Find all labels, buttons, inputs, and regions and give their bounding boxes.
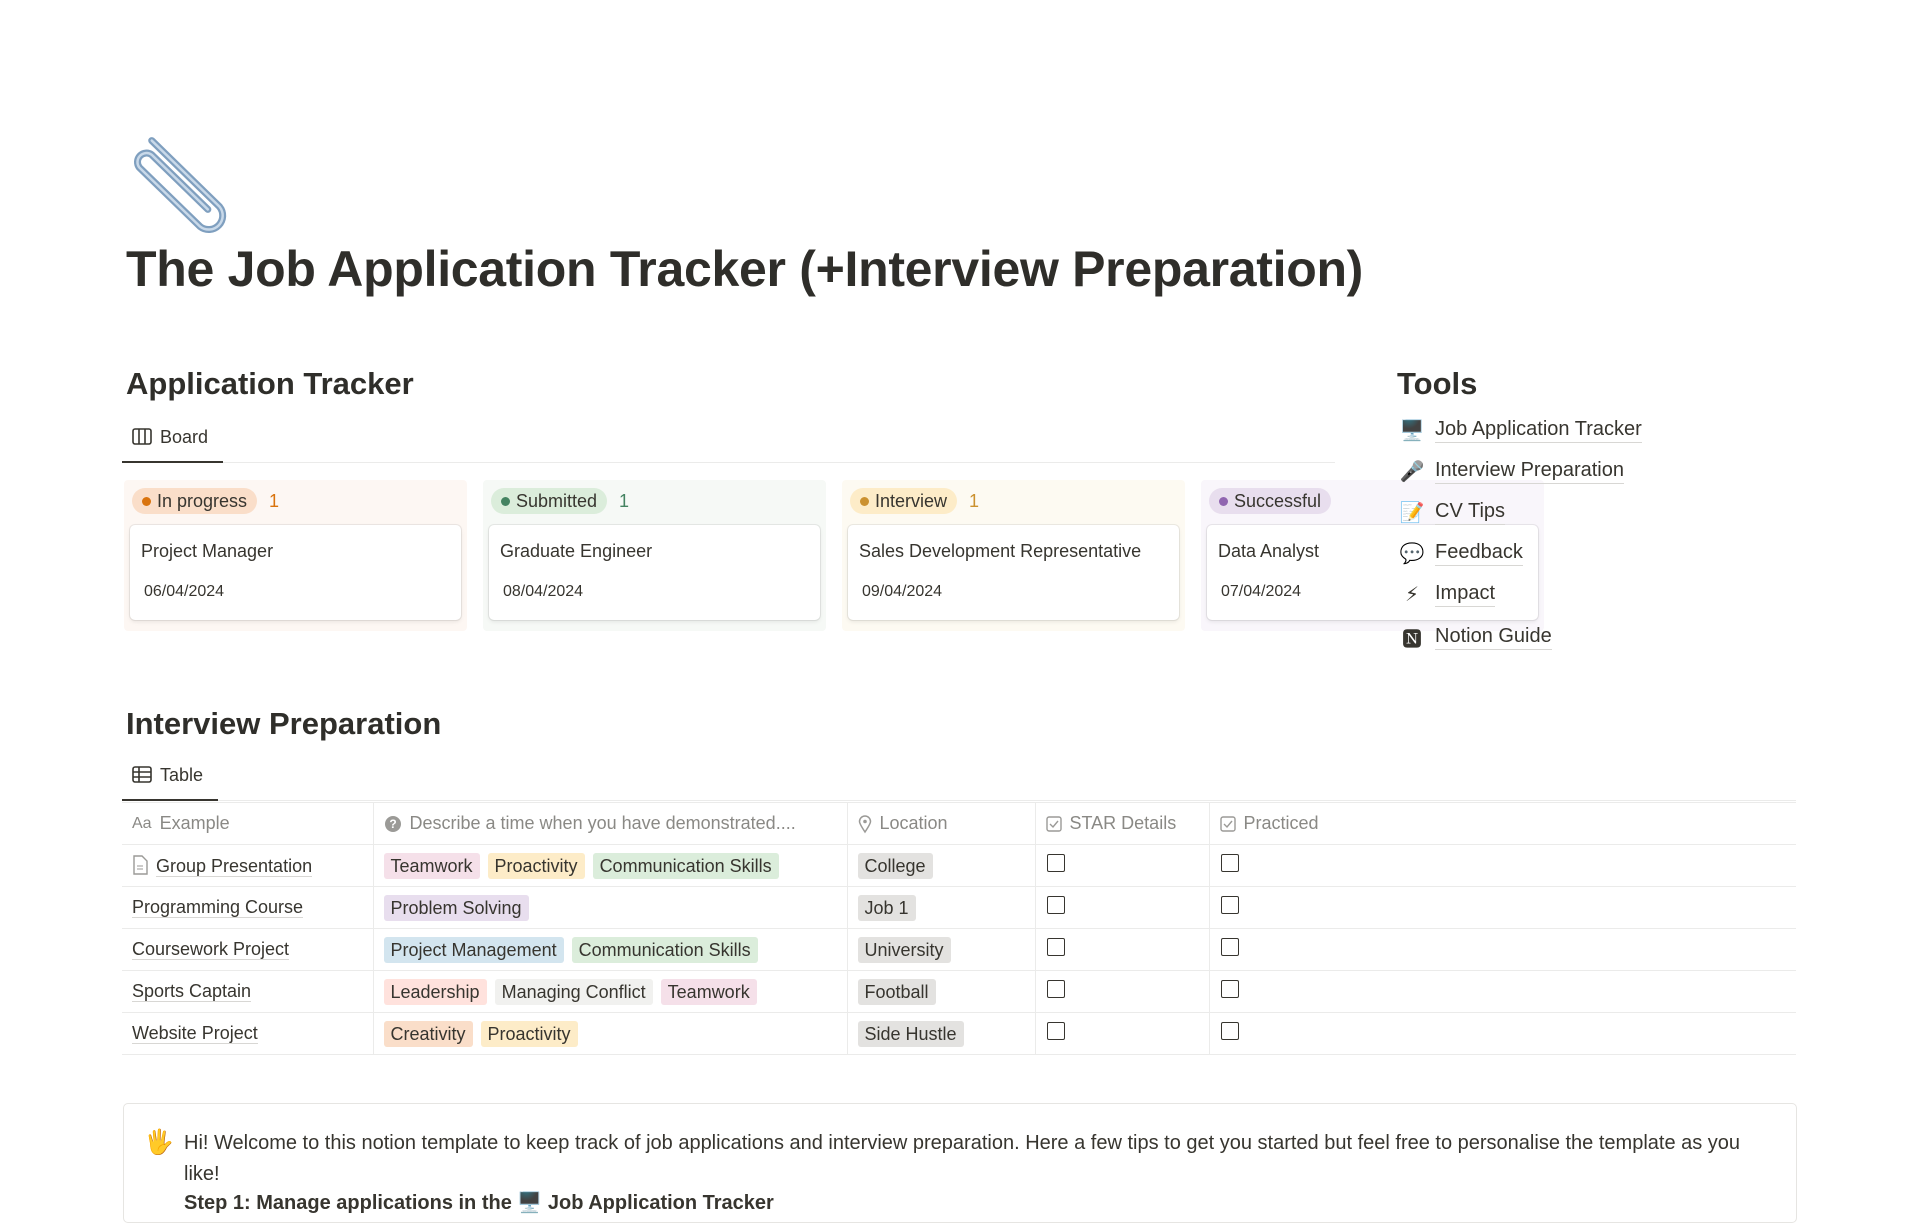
location-tag: Job 1 <box>858 895 916 921</box>
practiced-checkbox[interactable] <box>1221 896 1239 914</box>
skill-tag: Creativity <box>384 1021 473 1047</box>
tab-label: Table <box>160 764 204 785</box>
example-name[interactable]: Group Presentation <box>156 855 313 876</box>
svg-text:?: ? <box>388 816 397 831</box>
board-card[interactable] <box>848 525 1179 620</box>
page-icon <box>132 855 148 875</box>
text-property-icon: Aa <box>132 814 152 832</box>
column-header-location[interactable]: Location <box>847 803 1035 845</box>
skill-tag: Proactivity <box>481 1021 578 1047</box>
table-header <box>122 803 1796 845</box>
practiced-checkbox[interactable] <box>1221 980 1239 998</box>
checkbox-property-icon <box>1220 816 1236 832</box>
card-date: 07/04/2024 <box>1221 583 1302 600</box>
status-badge[interactable]: Successful <box>1209 488 1331 514</box>
location-tag: University <box>858 937 951 963</box>
tool-link[interactable] <box>1399 623 1552 652</box>
column-header-describe[interactable]: ? Describe a time when you have demonstrated.... <box>373 803 847 845</box>
practiced-checkbox[interactable] <box>1221 938 1239 956</box>
status-dot-icon <box>860 497 869 506</box>
star-details-checkbox[interactable] <box>1047 1022 1065 1040</box>
location-tag: College <box>858 853 933 879</box>
status-badge[interactable]: Interview <box>850 488 957 514</box>
tool-emoji-icon: ⚡ <box>1404 584 1420 606</box>
interview-table <box>122 802 1796 1055</box>
example-name[interactable]: Website Project <box>132 1023 258 1043</box>
location-pin-icon <box>858 815 872 833</box>
tool-link[interactable] <box>1399 500 1505 525</box>
board <box>122 480 1335 635</box>
tool-label: Impact <box>1435 582 1495 607</box>
tool-link[interactable] <box>1399 418 1642 443</box>
card-title: Project Manager <box>141 541 274 561</box>
skill-tag: Communication Skills <box>572 937 758 963</box>
callout-text: Hi! Welcome to this notion template to keep track of job applications and interview preparation. Here a few tips to get you started but feel free to personalise the template as you like! <box>184 1132 1741 1185</box>
tool-label: Job Application Tracker <box>1435 418 1642 443</box>
board-column <box>483 480 826 631</box>
location-tag: Side Hustle <box>858 1021 964 1047</box>
welcome-callout <box>123 1103 1797 1223</box>
tool-label: CV Tips <box>1435 500 1505 525</box>
skill-tag: Project Management <box>384 937 564 963</box>
tool-link[interactable] <box>1399 541 1523 566</box>
example-name[interactable]: Programming Course <box>132 897 304 917</box>
tool-emoji-icon: 🖥️ <box>1399 420 1425 442</box>
practiced-checkbox[interactable] <box>1221 1022 1239 1040</box>
table-row[interactable] <box>122 1013 1796 1055</box>
star-details-checkbox[interactable] <box>1047 980 1065 998</box>
card-date: 09/04/2024 <box>862 583 943 600</box>
status-dot-icon <box>1219 497 1228 506</box>
star-details-checkbox[interactable] <box>1047 938 1065 956</box>
question-icon <box>384 815 402 833</box>
raised-hand-icon: 🖐️ <box>144 1129 174 1156</box>
location-tag: Football <box>858 979 936 1005</box>
skill-tag: Teamwork <box>384 853 480 879</box>
card-title: Graduate Engineer <box>500 541 653 561</box>
board-column <box>842 480 1185 631</box>
tool-label: Interview Preparation <box>1435 459 1624 484</box>
table-icon <box>132 766 152 784</box>
table-row[interactable] <box>122 971 1796 1013</box>
tool-label: Feedback <box>1435 541 1523 566</box>
card-title: Sales Development Representative <box>859 541 1142 561</box>
card-date: 08/04/2024 <box>503 583 584 600</box>
column-header-practiced[interactable]: Practiced <box>1209 803 1796 845</box>
table-row[interactable] <box>122 845 1796 887</box>
column-header-star-details[interactable]: STAR Details <box>1035 803 1209 845</box>
status-dot-icon <box>501 497 510 506</box>
skill-tag: Problem Solving <box>384 895 529 921</box>
checkbox-property-icon <box>1046 816 1062 832</box>
tool-emoji-icon: 💬 <box>1399 543 1425 565</box>
board-card[interactable] <box>489 525 820 620</box>
tool-emoji-icon: 📝 <box>1399 502 1425 524</box>
tool-label: Notion Guide <box>1435 625 1552 650</box>
tool-link[interactable] <box>1399 459 1624 484</box>
card-date: 06/04/2024 <box>144 583 225 600</box>
column-count: 1 <box>269 490 280 511</box>
card-title: Data Analyst <box>1218 541 1320 561</box>
star-details-checkbox[interactable] <box>1047 896 1065 914</box>
status-dot-icon <box>142 497 151 506</box>
status-badge[interactable]: In progress <box>132 488 257 514</box>
tab-board[interactable] <box>124 419 216 455</box>
skill-tag: Managing Conflict <box>495 979 653 1005</box>
skill-tag: Leadership <box>384 979 487 1005</box>
column-count: 1 <box>619 490 630 511</box>
column-header-example[interactable]: Aa Example <box>122 803 373 845</box>
skill-tag: Proactivity <box>488 853 585 879</box>
tool-emoji-icon: 🅽 <box>1402 629 1422 651</box>
skill-tag: Teamwork <box>661 979 757 1005</box>
board-card[interactable] <box>130 525 461 620</box>
page-title: The Job Application Tracker (+Interview Preparation) <box>126 241 1364 297</box>
tool-emoji-icon: 🎤 <box>1399 461 1425 483</box>
table-row[interactable] <box>122 887 1796 929</box>
tool-link[interactable] <box>1399 582 1495 607</box>
star-details-checkbox[interactable] <box>1047 854 1065 872</box>
paperclip-icon[interactable] <box>127 116 247 236</box>
example-name[interactable]: Coursework Project <box>132 939 290 959</box>
application-tracker-heading: Application Tracker <box>126 366 414 401</box>
tab-label: Board <box>160 426 209 447</box>
example-name[interactable]: Sports Captain <box>132 981 252 1001</box>
practiced-checkbox[interactable] <box>1221 854 1239 872</box>
column-count: 1 <box>969 490 980 511</box>
tab-table[interactable] <box>124 757 211 793</box>
interview-preparation-heading: Interview Preparation <box>126 706 442 741</box>
status-badge[interactable]: Submitted <box>491 488 607 514</box>
callout-step-1: Step 1: Manage applications in the 🖥️ Job Application Tracker <box>184 1192 774 1214</box>
tools-heading: Tools <box>1397 366 1478 401</box>
table-row[interactable] <box>122 929 1796 971</box>
skill-tag: Communication Skills <box>593 853 779 879</box>
board-icon <box>132 428 152 446</box>
board-column <box>124 480 467 631</box>
